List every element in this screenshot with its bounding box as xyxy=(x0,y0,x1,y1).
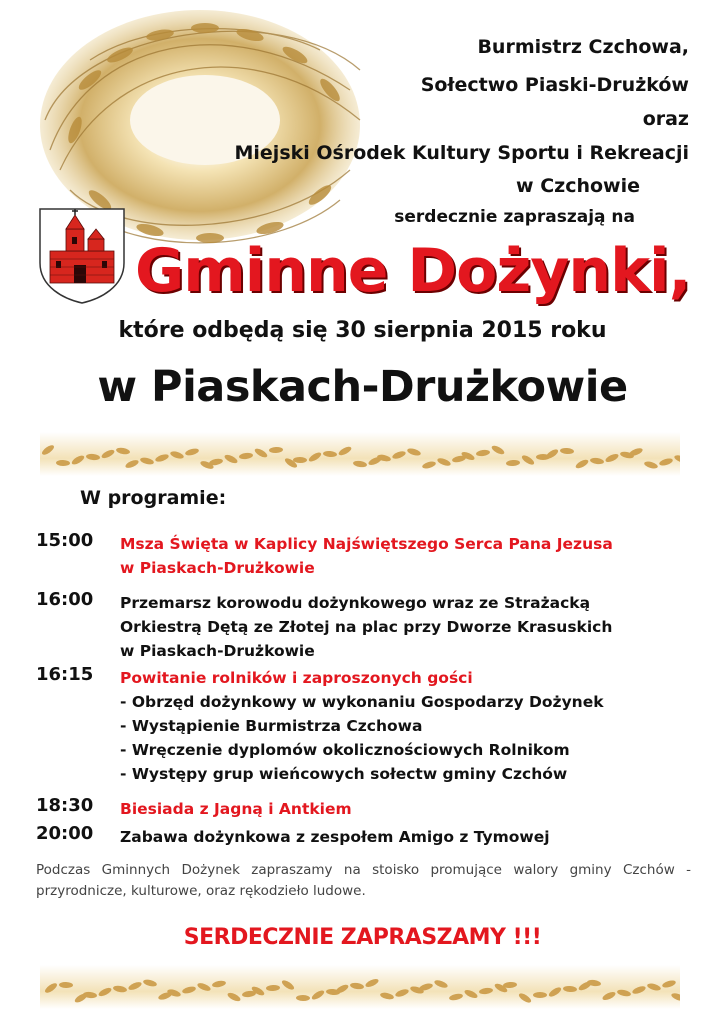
program-line: w Piaskach-Drużkowie xyxy=(120,559,315,577)
program-line: Orkiestrą Dętą ze Złotej na plac przy Dworze Krasuskich xyxy=(120,618,613,636)
invitation-line: serdecznie zapraszają na xyxy=(394,207,635,227)
program-line: Przemarsz korowodu dożynkowego wraz ze Strażacką xyxy=(120,594,591,612)
program-description xyxy=(120,666,604,786)
program-line: - Wręczenie dyplomów okolicznościowych Rolnikom xyxy=(120,741,570,759)
program-description xyxy=(120,797,352,821)
program-time: 15:00 xyxy=(36,530,94,551)
info-note: Podczas Gminnych Dożynek zapraszamy na stoisko promujące walory gminy Czchów - przyrodnicze, kulturowe, oraz rękodzieło ludowe. xyxy=(36,862,691,899)
program-time: 20:00 xyxy=(36,823,94,844)
program-line: - Występy grup wieńcowych sołectw gminy Czchów xyxy=(120,765,568,783)
organizer-line-4: Miejski Ośrodek Kultury Sportu i Rekreacji xyxy=(234,142,689,164)
wheat-banner-image xyxy=(40,965,680,1009)
event-date: które odbędą się 30 sierpnia 2015 roku xyxy=(118,318,607,343)
organizer-line-3: oraz xyxy=(642,108,689,130)
wheat-banner-image xyxy=(40,432,680,476)
program-description xyxy=(120,591,612,663)
program-description xyxy=(120,532,613,580)
program-time: 16:00 xyxy=(36,589,94,610)
program-time: 16:15 xyxy=(36,664,94,685)
organizer-line-1: Burmistrz Czchowa, xyxy=(477,36,689,58)
program-line: Msza Święta w Kaplicy Najświętszego Serca Pana Jezusa xyxy=(120,535,613,553)
program-time: 18:30 xyxy=(36,795,94,816)
program-line: w Piaskach-Drużkowie xyxy=(120,642,315,660)
event-title: Gminne Dożynki, xyxy=(135,236,691,306)
organizer-line-5: w Czchowie xyxy=(516,175,640,197)
program-line: - Obrzęd dożynkowy w wykonaniu Gospodarzy Dożynek xyxy=(120,693,604,711)
organizer-line-2: Sołectwo Piaski-Drużków xyxy=(420,74,689,96)
closing-invitation: SERDECZNIE ZAPRASZAMY !!! xyxy=(183,925,542,950)
coat-of-arms-icon xyxy=(36,205,128,305)
program-description xyxy=(120,825,550,849)
program-line: Zabawa dożynkowa z zespołem Amigo z Tymowej xyxy=(120,828,550,846)
program-line: Powitanie rolników i zaproszonych gości xyxy=(120,669,473,687)
program-line: Biesiada z Jagną i Antkiem xyxy=(120,800,352,818)
event-place: w Piaskach-Drużkowie xyxy=(97,362,628,412)
program-line: - Wystąpienie Burmistrza Czchowa xyxy=(120,717,423,735)
program-heading: W programie: xyxy=(80,487,227,509)
